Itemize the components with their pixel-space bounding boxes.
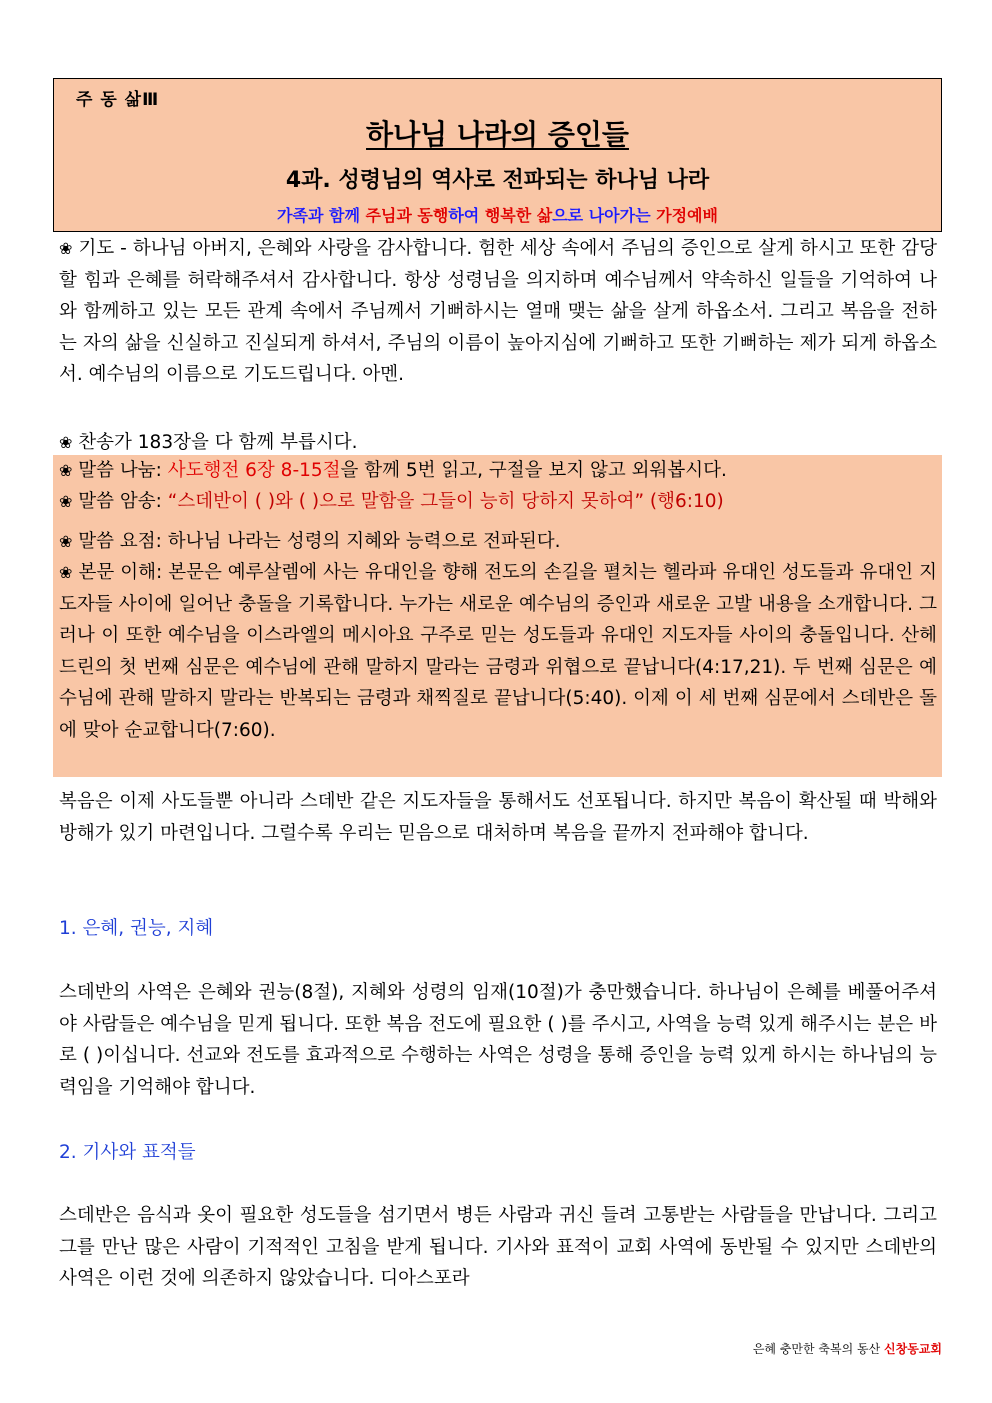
tagline-part: 가족과 함께 bbox=[277, 206, 366, 225]
scripture-reference: 사도행전 6장 8-15절 bbox=[167, 460, 341, 481]
lesson-subtitle: 4과. 성령님의 역사로 전파되는 하나님 나라 bbox=[285, 168, 710, 193]
intro-paragraph bbox=[59, 786, 937, 849]
page-title: 하나님 나라의 증인들 bbox=[366, 118, 629, 151]
flower-bullet-icon: ❀ bbox=[59, 532, 73, 551]
memorize-label: 말씀 암송: bbox=[78, 491, 168, 512]
footer-text: 은혜 충만한 축복의 동산 bbox=[752, 1342, 885, 1356]
hymn-text: 찬송가 183장을 다 함께 부릅시다. bbox=[78, 432, 358, 453]
sharing-label: 말씀 나눔: bbox=[78, 460, 168, 481]
tagline-part: 주님과 동행 bbox=[365, 206, 449, 225]
series-label: 주 동 삶Ⅲ bbox=[76, 90, 160, 110]
memorize-line bbox=[59, 486, 937, 518]
tagline-part: 가정예배 bbox=[656, 206, 718, 225]
section-heading: 2. 기사와 표적들 bbox=[59, 1142, 196, 1163]
footer bbox=[753, 1340, 942, 1357]
section-heading: 1. 은혜, 권능, 지혜 bbox=[59, 918, 214, 939]
section1-paragraph bbox=[59, 977, 937, 1103]
understanding-paragraph bbox=[59, 557, 937, 746]
lesson-header bbox=[53, 78, 942, 232]
church-name: 신창동교회 bbox=[884, 1342, 942, 1356]
sharing-rest: 을 함께 5번 읽고, 구절을 보지 않고 외워봅시다. bbox=[340, 460, 727, 481]
prayer-text: 기도 - 하나님 아버지, 은혜와 사랑을 감사합니다. 험한 세상 속에서 주님의 증인으로 살게 하시고 또한 감당 할 힘과 은혜를 허락해주셔서 감사합니다. 항상 성령님을 의지하며 예수님께서 약속하신 일들을 기억하여 나와 함께하고 있는 모든 관계 속에서 주님께서 기뻐하시는 열매 맺는 삶을 살게 하옵소서. 그리고 복음을 전하는 자의 삶을 신실하고 진실되게 하셔서, 주님의 이름이 높아지심에 기뻐하고 또한 기뻐하는 제가 되게 하옵소서. 예수님의 이름으로 기도드립니다. 아멘. bbox=[59, 238, 938, 385]
hymn-line bbox=[59, 427, 937, 459]
tagline-part: 으로 나아가는 bbox=[552, 206, 657, 225]
flower-bullet-icon: ❀ bbox=[59, 492, 73, 511]
flower-bullet-icon: ❀ bbox=[59, 563, 73, 582]
flower-bullet-icon: ❀ bbox=[59, 461, 73, 480]
understanding-text: 본문 이해: 본문은 예루살렘에 사는 유대인을 향해 전도의 손길을 펼치는 헬라파 유대인 성도들과 유대인 지도자들 사이에 일어난 충돌을 기록합니다. 누가는 새로운 예수님의 증인과 새로운 고발 내용을 소개합니다. 그러나 이 또한 예수님을 이스라엘의 메시아요 구주로 믿는 성도들과 유대인 지도자들 사이의 충돌입니다. 산헤드린의 첫 번째 심문은 예수님에 관해 말하지 말라는 금령과 위협으로 끝납니다(4:17,21). 두 번째 심문은 예수님에 관해 말하지 말라는 반복되는 금령과 채찍질로 끝납니다(5:40). 이제 이 세 번째 심문에서 스데반은 돌에 맞아 순교합니다(7:60). bbox=[59, 562, 937, 741]
sharing-line bbox=[59, 455, 937, 487]
tagline bbox=[54, 203, 941, 226]
section2-text: 스데반은 음식과 옷이 필요한 성도들을 섬기면서 병든 사람과 귀신 들려 고통받는 사람들을 만납니다. 그리고 그를 만난 많은 사람이 기적적인 고침을 받게 됩니다. 기사와 표적이 교회 사역에 동반될 수 있지만 스데반의 사역은 이런 것에 의존하지 않았습니다. 디아스포라 bbox=[59, 1205, 938, 1289]
tagline-part: 행복한 삶 bbox=[484, 206, 553, 225]
prayer-paragraph bbox=[59, 233, 937, 391]
tagline-part: 하여 bbox=[448, 206, 485, 225]
intro-text: 복음은 이제 사도들뿐 아니라 스데반 같은 지도자들을 통해서도 선포됩니다. 하지만 복음이 확산될 때 박해와 방해가 있기 마련입니다. 그럴수록 우리는 믿음으로 대처하며 복음을 끝까지 전파해야 합니다. bbox=[59, 791, 937, 844]
section1-text: 스데반의 사역은 은혜와 권능(8절), 지혜와 성령의 임재(10절)가 충만했습니다. 하나님이 은혜를 베풀어주셔야 사람들은 예수님을 믿게 됩니다. 또한 복음 전도에 필요한 ( )를 주시고, 사역을 능력 있게 해주시는 분은 바로 ( )이십니다. 선교와 전도를 효과적으로 수행하는 사역은 성령을 통해 증인을 능력 있게 하시는 하나님의 능력임을 기억해야 합니다. bbox=[59, 982, 937, 1098]
summary-line bbox=[59, 526, 937, 558]
section2-paragraph bbox=[59, 1200, 937, 1295]
flower-bullet-icon: ❀ bbox=[59, 433, 73, 452]
summary-text: 말씀 요점: 하나님 나라는 성령의 지혜와 능력으로 전파된다. bbox=[78, 531, 561, 552]
memory-verse: “스데반이 ( )와 ( )으로 말함을 그들이 능히 당하지 못하여” (행6:10) bbox=[167, 491, 724, 512]
flower-bullet-icon: ❀ bbox=[59, 239, 73, 258]
